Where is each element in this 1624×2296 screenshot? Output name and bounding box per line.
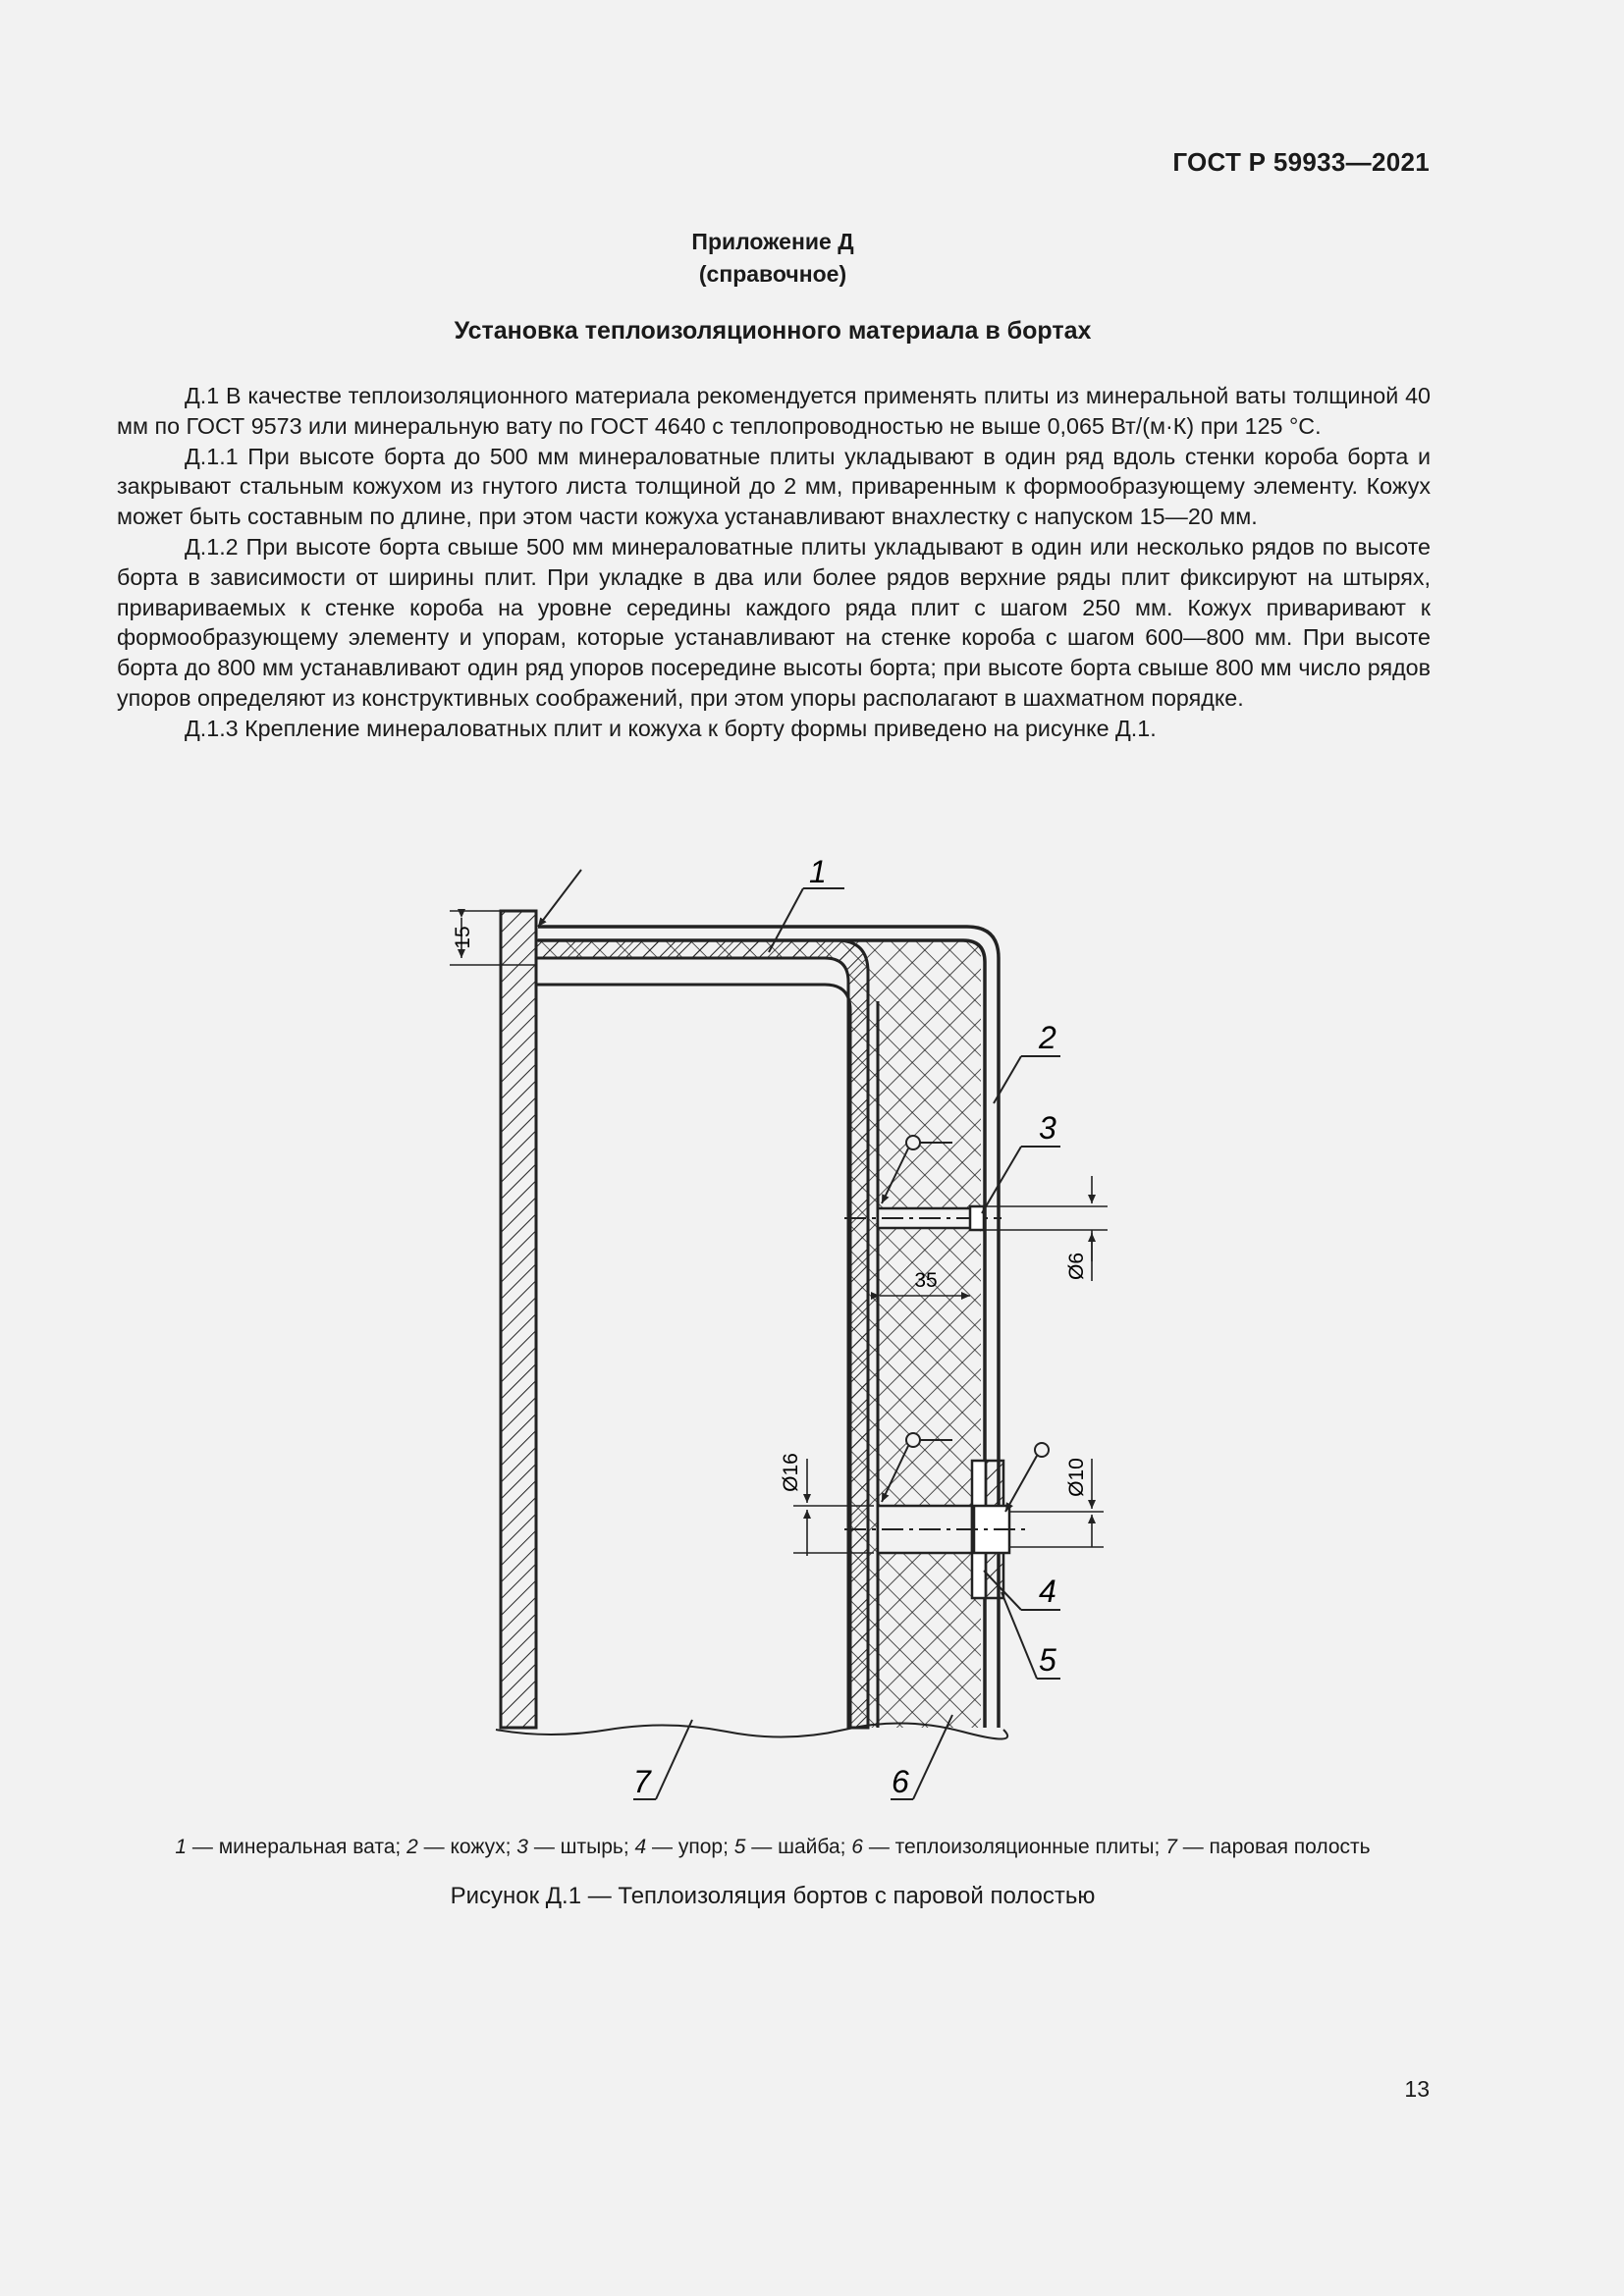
legend-text: — паровая полость [1176, 1836, 1371, 1858]
callout-5: 5 [1039, 1642, 1056, 1678]
section-title: Установка теплоизоляционного материала в бортах [454, 317, 1092, 345]
legend-text: — штырь; [527, 1836, 635, 1858]
legend-text: — теплоизоляционные плиты; [862, 1836, 1166, 1858]
legend-text: — упор; [646, 1836, 734, 1858]
paragraph-d1-3: Д.1.3 Крепление минераловатных плит и кожуха к борту формы приведено на рисунке Д.1. [185, 715, 1157, 741]
page-number: 13 [1404, 2076, 1430, 2102]
callout-3: 3 [1039, 1110, 1056, 1146]
legend-num: 4 [634, 1836, 647, 1858]
dim-15: 15 [452, 926, 474, 949]
paragraph-d1-2: Д.1.2 При высоте борта свыше 500 мм минераловатные плиты укладывают в один или несколько рядов по высоте борта в зависимости от ширины плит. При укладке в два или более рядов верхние ряды плит фиксируют на штырях, привариваемых к стенке короба на уровне середины каждого ряда плит с шагом 250 мм. Кожух приваривают к формообразующему элементу и упорам, которые устанавливают на стенке короба с шагом 600—800 мм. При высоте борта до 800 мм устанавливают один ряд упоров посередине высоты борта; при высоте борта свыше 800 мм число рядов упоров определяют из конструктивных соображений, при этом упоры располагают в шахматном порядке. [117, 533, 1431, 711]
callout-7: 7 [633, 1764, 651, 1799]
legend-num: 5 [733, 1836, 746, 1858]
legend-num: 3 [516, 1836, 528, 1858]
paragraph-d1-1: Д.1.1 При высоте борта до 500 мм минераловатные плиты укладывают в один ряд вдоль стенки короба борта и закрывают стальным кожухом из гнутого листа толщиной до 2 мм, приваренным к формообразующему элементу. Кожух может быть составным по длине, при этом части кожуха устанавливают внахлестку с напуском 15—20 мм. [117, 443, 1431, 530]
appendix-title: Приложение Д [691, 229, 854, 254]
insulation-plate-top [536, 958, 848, 985]
legend-text: — шайба; [745, 1836, 852, 1858]
dim-dia10: Ø10 [1065, 1458, 1088, 1497]
mineral-wool-layer [536, 939, 981, 1728]
legend-text: — кожух; [417, 1836, 517, 1858]
paragraph-d1: Д.1 В качестве теплоизоляционного материала рекомендуется применять плиты из минеральной ваты толщиной 40 мм по ГОСТ 9573 или минеральную вату по ГОСТ 4640 с теплопроводностью не выше 0,065 Вт/(м·К) при 125 °С. [117, 383, 1431, 439]
break-line [496, 1723, 1007, 1738]
legend-num: 7 [1165, 1836, 1177, 1858]
callout-4: 4 [1039, 1574, 1056, 1609]
dim-dia6: Ø6 [1065, 1252, 1088, 1281]
appendix-subtitle: (справочное) [698, 261, 847, 287]
steam-cavity-outline [536, 985, 850, 1728]
legend-num: 1 [175, 1836, 188, 1858]
callout-6: 6 [892, 1764, 909, 1799]
legend-num: 2 [406, 1836, 418, 1858]
figure-legend [0, 1836, 1545, 1859]
legend-text: — минеральная вата; [187, 1836, 407, 1858]
document-code: ГОСТ Р 59933—2021 [1172, 147, 1430, 177]
dim-35: 35 [914, 1269, 938, 1292]
form-top-plate [536, 940, 868, 1728]
legend-num: 6 [851, 1836, 863, 1858]
figure-caption: Рисунок Д.1 — Теплоизоляция бортов с паровой полостью [450, 1883, 1096, 1909]
dim-dia16: Ø16 [780, 1453, 802, 1492]
callout-2: 2 [1039, 1020, 1056, 1055]
callout-1: 1 [809, 854, 827, 889]
form-wall-left [501, 911, 536, 1728]
